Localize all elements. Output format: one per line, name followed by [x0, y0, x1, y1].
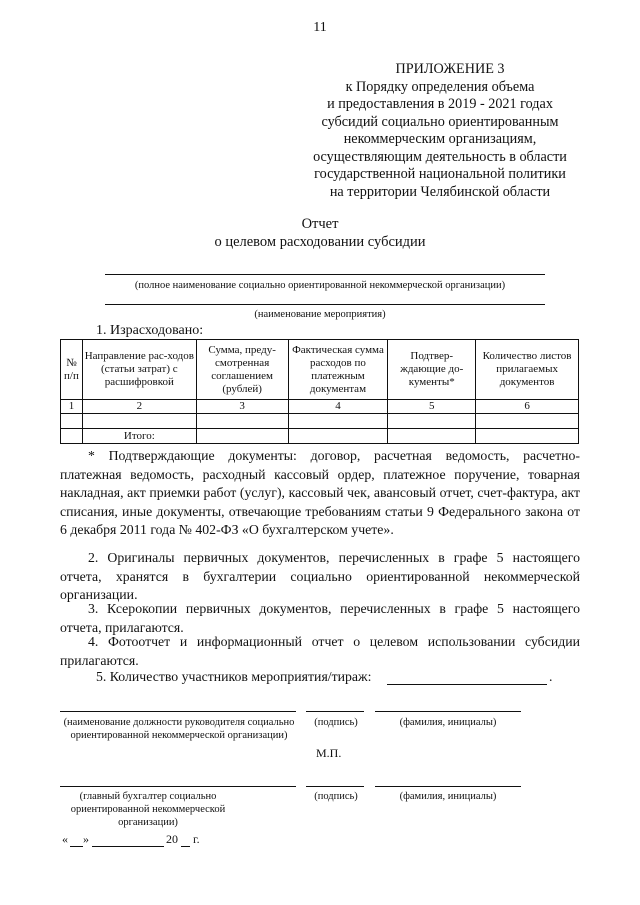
appendix-block: [240, 61, 640, 201]
column-number: 5: [388, 400, 476, 414]
head-signature-caption: (подпись): [314, 717, 358, 728]
accountant-signature-caption: (подпись): [314, 791, 358, 802]
column-header: Направление рас-ходов (статьи затрат) с расшифровкой: [82, 340, 196, 400]
column-number: 1: [61, 400, 83, 414]
paragraph-photo-report: 4. Фотоотчет и информационный отчет о целевом использовании субсидии прилагаются.: [60, 634, 580, 668]
column-number-row: [61, 400, 579, 414]
expenses-table: [60, 339, 579, 444]
head-signature-line[interactable]: [306, 711, 364, 712]
stamp-place: М.П.: [316, 746, 342, 760]
title-line: о целевом расходовании субсидии: [214, 234, 426, 250]
head-position-caption: (наименование должности руководителя социально ориентированной некоммерческой организации): [63, 717, 295, 741]
column-header: Количество листов прилагаемых документов: [476, 340, 579, 400]
participants-label: 5. Количество участников мероприятия/тираж:: [96, 669, 372, 684]
column-header: Фактическая сумма расходов по платежным документам: [288, 340, 388, 400]
accountant-signature-line[interactable]: [306, 786, 364, 787]
appendix-line: субсидий социально ориентированным: [321, 113, 559, 130]
date-month-line[interactable]: [92, 846, 164, 847]
paragraph-originals: 2. Оригиналы первичных документов, перечисленных в графе 5 настоящего отчета, хранятся в бухгалтерии социально ориентированной некоммерческой организации.: [60, 550, 580, 602]
column-number: 6: [476, 400, 579, 414]
table-cell[interactable]: [476, 414, 579, 429]
head-position-line[interactable]: [60, 711, 296, 712]
appendix-line: к Порядку определения объема: [345, 78, 535, 95]
total-row: [61, 429, 579, 444]
org-name-line[interactable]: [105, 274, 545, 275]
footnote-documents: * Подтверждающие документы: договор, расчетная ведомость, расчетно-платежная ведомость, расходный кассовый ордер, платежное поручение, товарная накладная, акт приемки работ (услуг), кассовый чек, авансовый отчет, счет-фактура, акт списания, иные документы, отвечающие требованиям статьи 9 Федерального закона от 6 декабря 2011 года № 402-ФЗ «О бухгалтерском учете».: [60, 448, 580, 537]
title-line: Отчет: [301, 216, 339, 232]
appendix-heading: ПРИЛОЖЕНИЕ 3: [395, 61, 505, 77]
column-number: 4: [288, 400, 388, 414]
table-cell[interactable]: [61, 414, 83, 429]
appendix-line: государственной национальной политики: [314, 166, 566, 182]
participants-input-line[interactable]: [387, 684, 547, 685]
accountant-caption: (главный бухгалтер социально ориентированной некоммерческой организации): [70, 791, 226, 828]
column-number: 2: [82, 400, 196, 414]
date-day-line[interactable]: [70, 846, 83, 847]
table-cell[interactable]: [196, 429, 288, 444]
column-header: № п/п: [61, 340, 83, 400]
head-name-line[interactable]: [375, 711, 521, 712]
table-cell[interactable]: [288, 429, 388, 444]
paragraph-copies: 3. Ксерокопии первичных документов, перечисленных в графе 5 настоящего отчета, прилагаются.: [60, 601, 580, 635]
column-header: Сумма, преду-смотренная соглашением (рублей): [196, 340, 288, 400]
table-cell[interactable]: [82, 414, 196, 429]
date-year-prefix: 20: [166, 832, 178, 846]
head-name-caption: (фамилия, инициалы): [399, 717, 497, 728]
table-cell[interactable]: [288, 414, 388, 429]
table-cell[interactable]: [196, 414, 288, 429]
table-cell[interactable]: [61, 429, 83, 444]
date-quote-close: »: [83, 832, 89, 846]
appendix-line: некоммерческим организациям,: [343, 131, 537, 147]
table-cell[interactable]: [388, 414, 476, 429]
table-row: [61, 414, 579, 429]
section-spent-label: 1. Израсходовано:: [96, 323, 204, 338]
total-label: Итого:: [82, 429, 196, 444]
date-year-line[interactable]: [181, 846, 190, 847]
event-name-caption: (наименование мероприятия): [254, 309, 386, 320]
participants-end: .: [549, 669, 553, 684]
date-year-suffix: г.: [193, 832, 200, 846]
table-cell[interactable]: [476, 429, 579, 444]
event-name-line[interactable]: [105, 304, 545, 305]
accountant-name-caption: (фамилия, инициалы): [399, 791, 497, 802]
table-header-row: [61, 340, 579, 400]
appendix-line: и предоставления в 2019 - 2021 годах: [327, 96, 553, 112]
org-name-caption: (полное наименование социально ориентированной некоммерческой организации): [134, 280, 506, 291]
date-quote-open: «: [62, 832, 68, 846]
appendix-line: осуществляющим деятельность в области: [313, 148, 567, 165]
accountant-line[interactable]: [60, 786, 296, 787]
accountant-name-line[interactable]: [375, 786, 521, 787]
column-number: 3: [196, 400, 288, 414]
appendix-line: на территории Челябинской области: [329, 183, 551, 200]
document-title: [0, 215, 640, 251]
column-header: Подтвер-ждающие до-кументы*: [388, 340, 476, 400]
page-number: 11: [313, 20, 327, 35]
table-cell[interactable]: [388, 429, 476, 444]
